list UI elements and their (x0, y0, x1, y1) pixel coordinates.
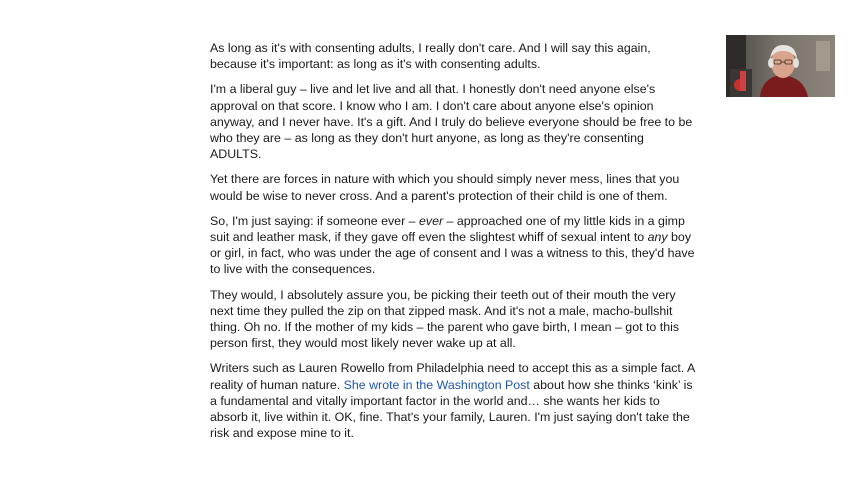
paragraph-4-text-c: boy or girl, in fact, who was under the age of consent and I was a witness to this, they'd have to live with the consequences. (210, 230, 695, 277)
paragraph-5: They would, I absolutely assure you, be picking their teeth out of their mouth the very next time they pulled the zip on that zipped mask. And it's not a male, macho-bullshit thing. Oh no. If the mother of my kids – the parent who gave birth, I mean – got to this person first, they would most likely never wake up at all. (210, 287, 680, 351)
webcam-overlay (726, 35, 835, 97)
paragraph-6-text-a: Writers such as Lauren Rowello from Philadelphia need to accept this as a simple fact. A reality of human nature. (210, 361, 695, 392)
washington-post-link[interactable]: She wrote in the Washington Post (343, 377, 530, 392)
article-body (210, 40, 695, 450)
paragraph-6 (210, 360, 695, 441)
paragraph-6-text-b: about how she thinks ‘kink’ is a fundamental and vitally important factor in the world and… she wants her kids to absorb it, live within it. OK, fine. That's your family, Lauren. I'm just saying don't take the risk and expose mine to it. (210, 377, 693, 441)
webcam-person-image (726, 35, 835, 97)
paragraph-4-text-a: So, I'm just saying: if someone ever – (210, 213, 419, 228)
paragraph-2: I'm a liberal guy – live and let live and all that. I honestly don't need anyone else's approval on that score. I know who I am. I don't care about anyone else's opinion anyway, and I never have. It's a gift. And I truly do believe everyone should be free to be who they are – as long as they don't hurt anyone, as long as they're consenting ADULTS. (210, 82, 693, 162)
paragraph-1: As long as it's with consenting adults, I really don't care. And I will say this again, because it's important: as long as it's with consenting adults. (210, 41, 651, 72)
paragraph-4 (210, 213, 695, 278)
paragraph-4-text-b: – approached one of my little kids in a gimp suit and leather mask, if they gave off even the slightest whiff of sexual intent to (210, 213, 685, 245)
emphasis-ever: ever (418, 213, 444, 228)
paragraph-3: Yet there are forces in nature with which you should simply never mess, lines that you would be wise to never cross. And a parent's protection of their child is one of them. (210, 172, 680, 203)
emphasis-any: any (647, 230, 668, 245)
